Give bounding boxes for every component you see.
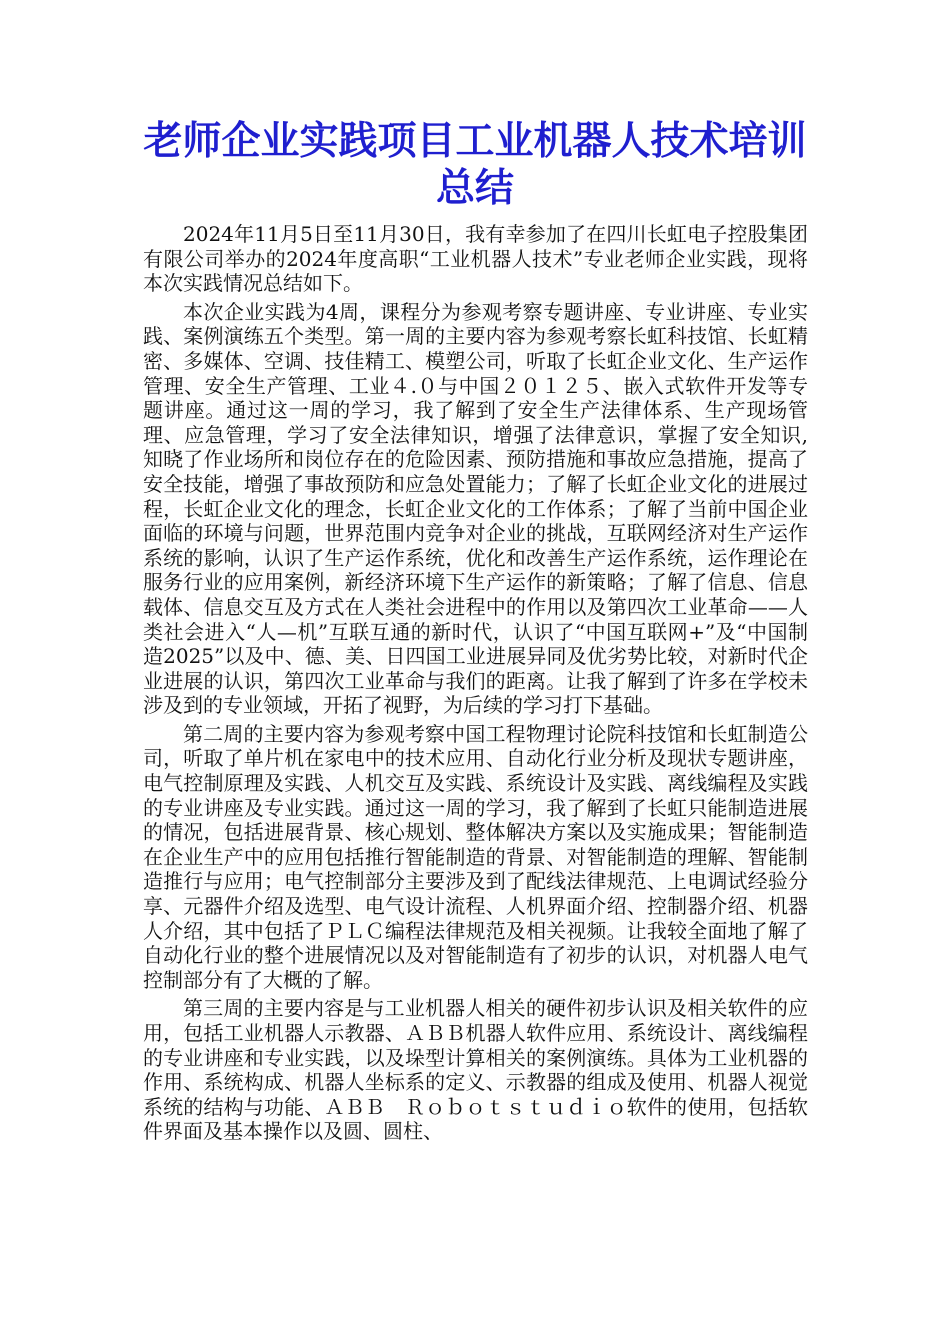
paragraph-week-two: 第二周的主要内容为参观考察中国工程物理讨论院科技馆和长虹制造公司，听取了单片机在家电中的技术应用、自动化行业分析及现状专题讲座，电气控制原理及实践、人机交互及实践、系统设计及实践、离线编程及实践的专业讲座及专业实践。通过这一周的学习，我了解到了长虹只能制造进展的情况，包括进展背景、核心规划、整体解决方案以及实施成果；智能制造在企业生产中的应用包括推行智能制造的背景、对智能制造的理解、智能制造推行与应用；电气控制部分主要涉及到了配线法律规范、上电调试经验分享、元器件介绍及选型、电气设计流程、人机界面介绍、控制器介绍、机器人介绍，其中包括了ＰＬＣ编程法律规范及相关视频。让我较全面地了解了自动化行业的整个进展情况以及对智能制造有了初步的认识，对机器人电气控制部分有了大概的了解。 [143,721,808,992]
document-title: 老师企业实践项目工业机器人技术培训总结 [143,118,807,211]
document-body [143,222,808,1148]
paragraph-week-one: 本次企业实践为4周，课程分为参观考察专题讲座、专业讲座、专业实践、案例演练五个类型。第一周的主要内容为参观考察长虹科技馆、长虹精密、多媒体、空调、技佳精工、模塑公司，听取了长虹企业文化、生产运作管理、安全生产管理、工业４.０与中国２０１２５、嵌入式软件开发等专题讲座。通过这一周的学习，我了解到了安全生产法律体系、生产现场管理、应急管理，学习了安全法律知识，增强了法律意识，掌握了安全知识,知晓了作业场所和岗位存在的危险因素、预防措施和事故应急措施，提高了安全技能，增强了事故预防和应急处置能力；了解了长虹企业文化的进展过程，长虹企业文化的理念，长虹企业文化的工作体系；了解了当前中国企业面临的环境与问题，世界范围内竞争对企业的挑战，互联网经济对生产运作系统的影响，认识了生产运作系统，优化和改善生产运作系统，运作理论在服务行业的应用案例，新经济环境下生产运作的新策略；了解了信息、信息载体、信息交互及方式在人类社会进程中的作用以及第四次工业革命——人类社会进入“人—机”互联互通的新时代，认识了“中国互联网+”及“中国制造2025”以及中、德、美、日四国工业进展异同及优劣势比较，对新时代企业进展的认识，第四次工业革命与我们的距离。让我了解到了许多在学校未涉及到的专业领域，开拓了视野，为后续的学习打下基础。 [143,299,808,718]
paragraph-week-three: 第三周的主要内容是与工业机器人相关的硬件初步认识及相关软件的应用，包括工业机器人示教器、ＡＢＢ机器人软件应用、系统设计、离线编程的专业讲座和专业实践，以及垛型计算相关的案例演练。具体为工业机器的作用、系统构成、机器人坐标系的定义、示教器的组成及使用、机器人视觉系统的结构与功能、ＡＢＢ Ｒｏｂｏｔｓｔｕｄｉｏ软件的使用，包括软件界面及基本操作以及圆、圆柱、 [143,996,808,1144]
paragraph-intro: 2024年11月5日至11月30日，我有幸参加了在四川长虹电子控股集团有限公司举办的2024年度高职“工业机器人技术”专业老师企业实践，现将本次实践情况总结如下。 [143,222,808,296]
